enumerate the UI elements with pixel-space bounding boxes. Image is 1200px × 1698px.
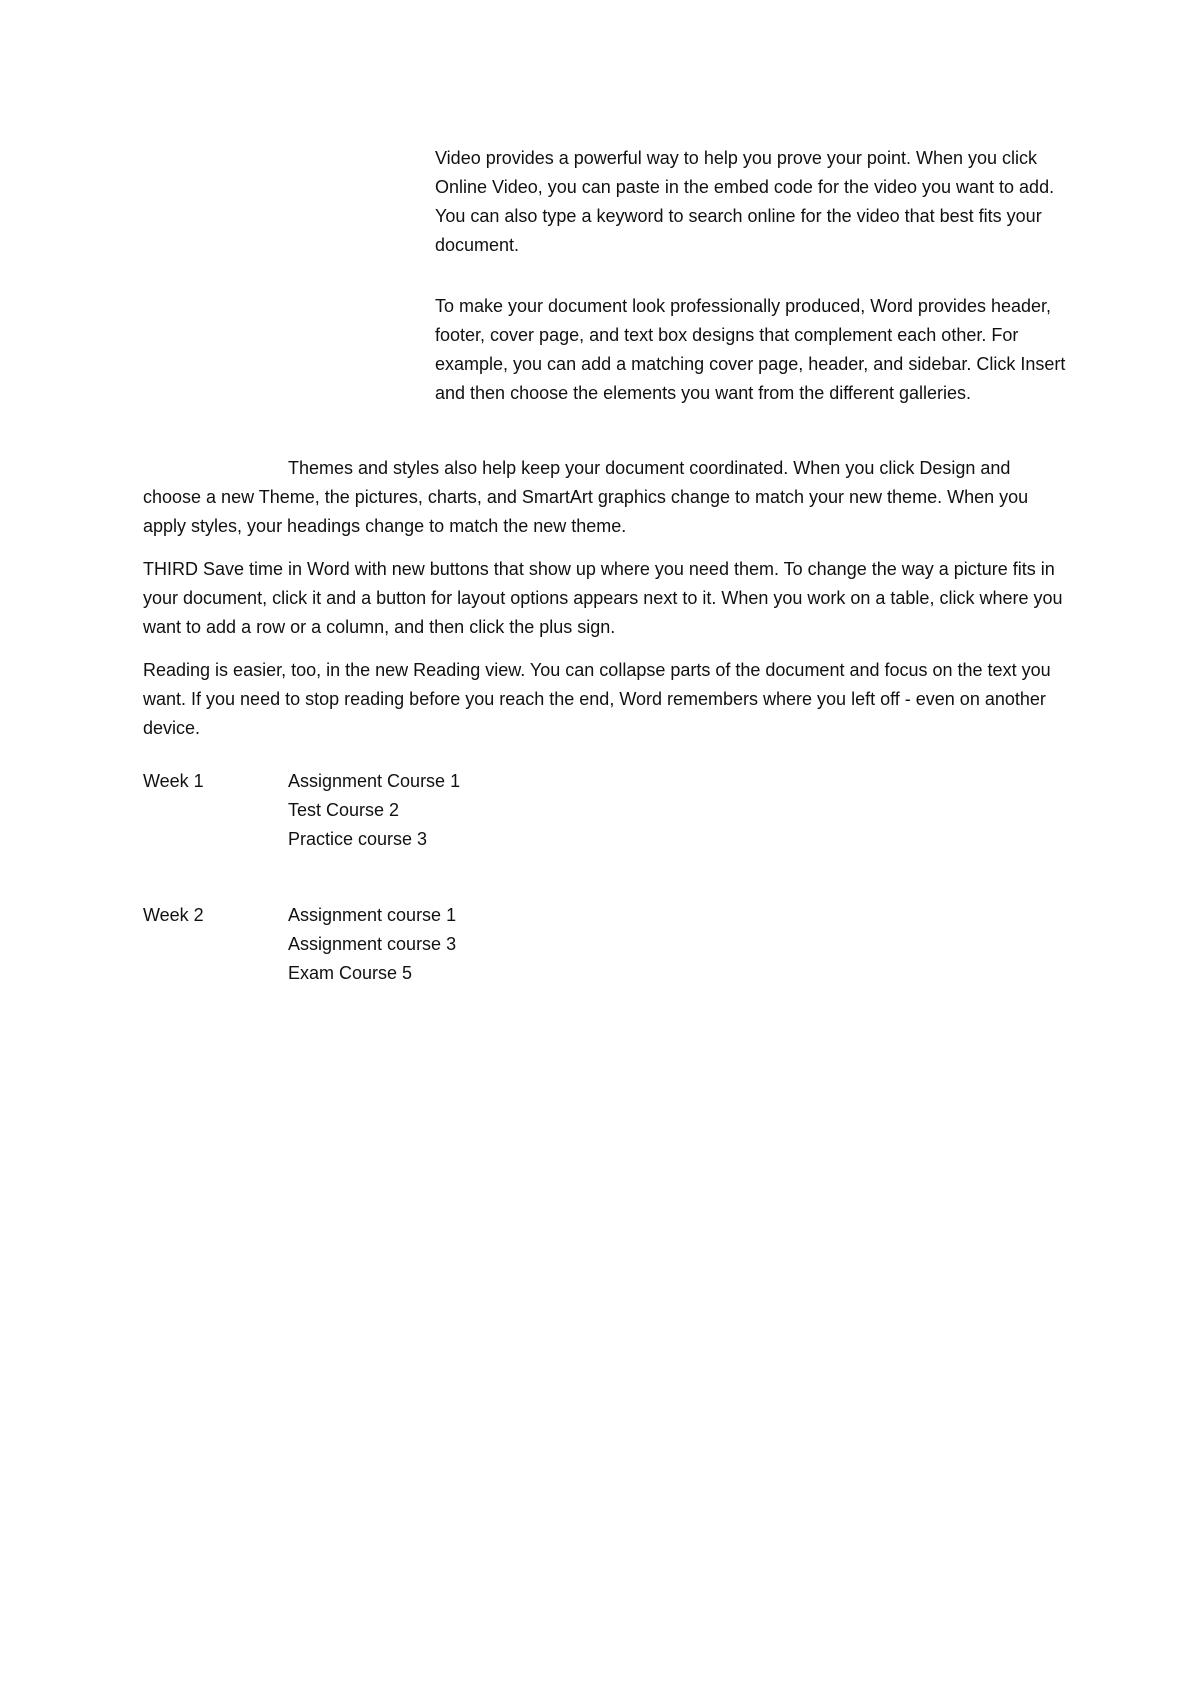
paragraph-professional [435, 292, 1075, 408]
week-label: Week 2 [143, 905, 204, 925]
schedule-item: Assignment course 1 [288, 905, 457, 925]
paragraph-third: THIRD Save time in Word with new buttons that show up where you need them. To change the way a picture fits in your document, click it and a button for layout options appears next to it. When you work on a table, click where you want to add a row or a column, and then click the plus sign. [143, 559, 1063, 637]
schedule-row [143, 767, 843, 854]
paragraph-video [435, 144, 1075, 260]
schedule-item: Assignment Course 1 [288, 771, 461, 791]
week-items [288, 767, 460, 854]
schedule-item: Exam Course 5 [288, 963, 413, 983]
schedule-week-1 [143, 767, 843, 854]
schedule-item: Practice course 3 [288, 829, 428, 849]
paragraph-themes: Themes and styles also help keep your document coordinated. When you click Design and choose a new Theme, the pictures, charts, and SmartArt graphics change to match your new theme. When you apply styles, your headings change to match the new theme. [143, 458, 1029, 536]
paragraph-professional-text: To make your document look professionally produced, Word provides header, footer, cover page, and text box designs that complement each other. For example, you can add a matching cover page, header, and sidebar. Click Insert and then choose the elements you want from the different galleries. [435, 296, 1066, 403]
schedule-row [143, 901, 843, 988]
schedule-week-2 [143, 901, 843, 988]
schedule-item: Test Course 2 [288, 800, 400, 820]
week-items [288, 901, 456, 988]
schedule-item: Assignment course 3 [288, 934, 457, 954]
main-body [143, 454, 1073, 757]
week-label: Week 1 [143, 771, 204, 791]
paragraph-reading: Reading is easier, too, in the new Reading view. You can collapse parts of the document and focus on the text you want. If you need to stop reading before you reach the end, Word remembers where you left off - even on another device. [143, 660, 1051, 738]
paragraph-video-text: Video provides a powerful way to help you prove your point. When you click Online Video, you can paste in the embed code for the video you want to add. You can also type a keyword to search online for the video that best fits your document. [435, 148, 1055, 255]
